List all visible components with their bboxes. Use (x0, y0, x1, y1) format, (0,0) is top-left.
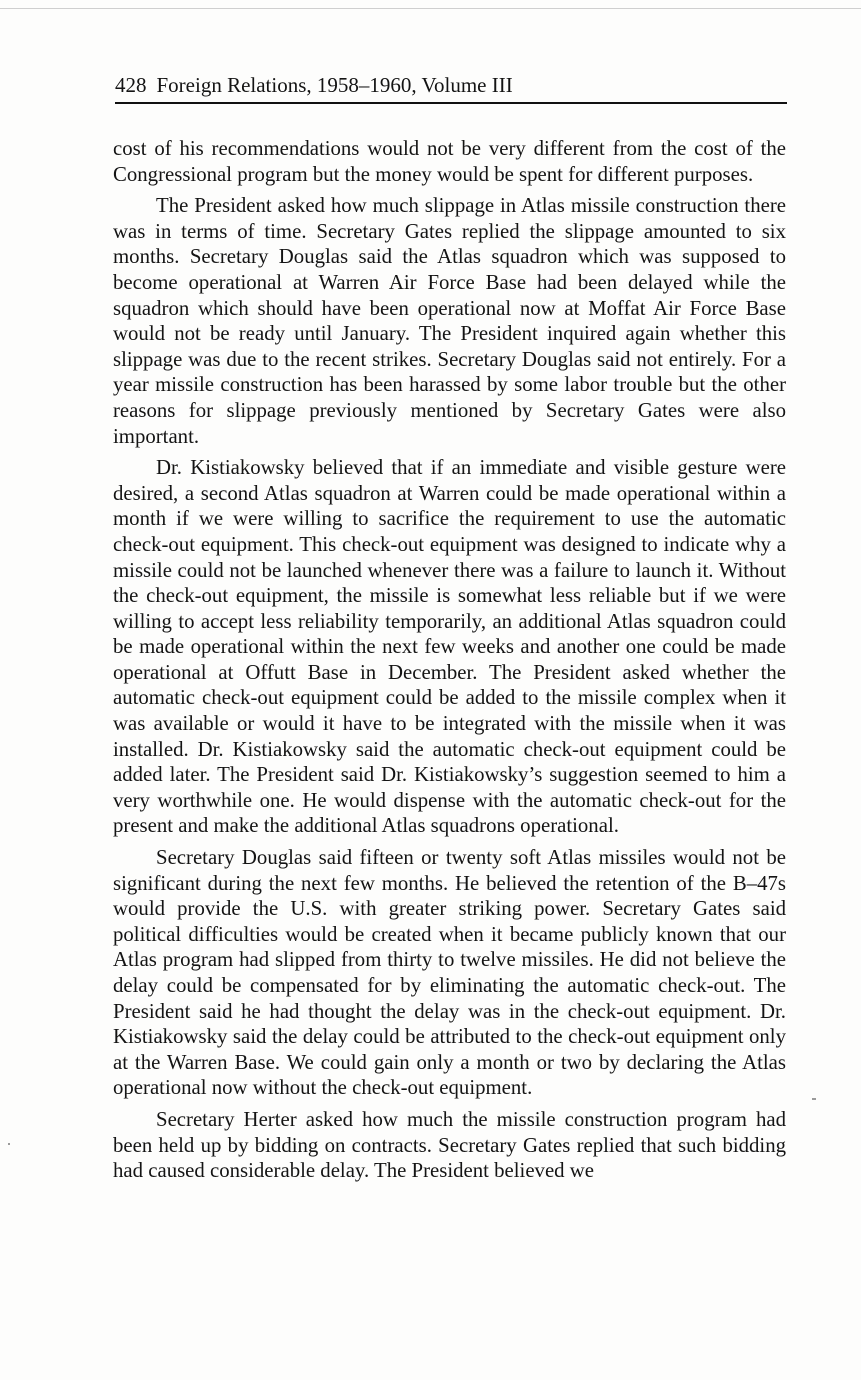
running-title: Foreign Relations, 1958–1960, Volume III (156, 73, 513, 97)
running-header (115, 70, 787, 104)
paragraph-kistiakowsky: Dr. Kistiakowsky believed that if an immediate and visible gesture were desired, a second Atlas squadron at Warren could be made operational within a month if we were willing to sacrifice the requirement to use the automatic check-out equipment. This check-out equipment was designed to indicate why a missile could not be launched whenever there was a failure to launch it. Without the check-out equipment, the missile is somewhat less reliable but if we were willing to accept less reliability temporarily, an additional Atlas squadron could be made operational within the next few weeks and another one could be made operational at Offutt Base in December. The President asked whether the automatic check-out equipment could be added to the missile complex when it was available or would it have to be integrated with the missile when it was installed. Dr. Kistiakowsky said the automatic check-out equipment could be added later. The President said Dr. Kistiakowsky’s suggestion seemed to him a very worthwhile one. He would dispense with the automatic check-out for the present and make the additional Atlas squadrons operational. (113, 456, 786, 838)
scan-speck (812, 1098, 816, 1100)
body-text (113, 136, 786, 1190)
paragraph-slippage: The President asked how much slippage in Atlas missile construction there was in terms of time. Secretary Gates replied the slippage amounted to six months. Secretary Douglas said the Atlas squadron which was supposed to become operational at Warren Air Force Base had been delayed while the squadron which should have been operational now at Moffat Air Force Base would not be ready until January. The President inquired again whether this slippage was due to the recent strikes. Secretary Douglas said not entirely. For a year missile construction has been harassed by some labor trouble but the other reasons for slippage previously mentioned by Secretary Gates were also important. (113, 194, 786, 448)
page-number: 428 (115, 73, 147, 97)
scan-speck (8, 1143, 10, 1145)
page-top-edge (0, 8, 861, 9)
paragraph-continuation: cost of his recommendations would not be very different from the cost of the Congressional program but the money would be spent for different purposes. (113, 137, 786, 186)
paragraph-douglas: Secretary Douglas said fifteen or twenty soft Atlas missiles would not be significant during the next few months. He believed the retention of the B–47s would provide the U.S. with greater striking power. Secretary Gates said political difficulties would be created when it became publicly known that our Atlas program had slipped from thirty to twelve missiles. He did not believe the delay could be compensated for by eliminating the automatic check-out. The President said he had thought the delay was in the check-out equipment. Dr. Kistiakowsky said the delay could be attributed to the check-out equipment only at the Warren Base. We could gain only a month or two by declaring the Atlas operational now without the check-out equipment. (113, 846, 786, 1100)
paragraph-herter: Secretary Herter asked how much the missile construction program had been held up by bidding on contracts. Secretary Gates replied that such bidding had caused considerable delay. The President believed we (113, 1107, 786, 1183)
